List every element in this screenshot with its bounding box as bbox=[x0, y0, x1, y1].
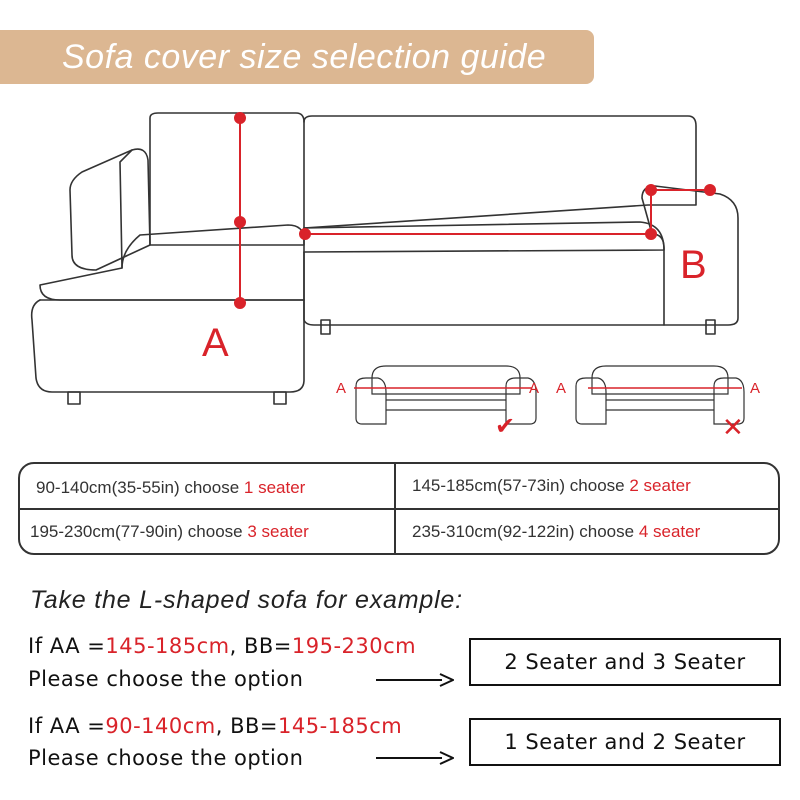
small-sofa-wrong bbox=[576, 366, 744, 424]
chaise-seat bbox=[40, 225, 304, 300]
size-cell-3-seater: 195-230cm(77-90in) choose 3 seater bbox=[30, 522, 309, 541]
measure-point-b-arm-left bbox=[646, 185, 656, 195]
main-leg-right bbox=[706, 320, 715, 334]
arrow-right-icon bbox=[376, 673, 454, 687]
measure-point-b-right bbox=[646, 229, 656, 239]
cross-icon: ✕ bbox=[722, 413, 744, 443]
measure-point-b-arm-right bbox=[705, 185, 715, 195]
measure-point-a-top bbox=[235, 113, 245, 123]
size-table bbox=[18, 462, 780, 555]
size-cell-2-seater: 145-185cm(57-73in) choose 2 seater bbox=[412, 476, 691, 495]
page-title: Sofa cover size selection guide bbox=[62, 38, 547, 76]
arrow-right-icon bbox=[376, 751, 454, 765]
case-2-instruction: Please choose the option bbox=[28, 746, 304, 770]
measure-point-a-mid bbox=[235, 217, 245, 227]
case-2-condition: If AA =90-140cm, BB=145-185cm bbox=[28, 714, 403, 738]
chaise-leg-right bbox=[274, 392, 286, 404]
label-b: B bbox=[680, 243, 707, 287]
chaise-front bbox=[32, 300, 304, 392]
option-box-2: 1 Seater and 2 Seater bbox=[469, 718, 781, 766]
label-a: A bbox=[202, 321, 229, 365]
measure-point-a-bottom bbox=[235, 298, 245, 308]
size-cell-1-seater: 90-140cm(35-55in) choose 1 seater bbox=[36, 478, 306, 497]
chaise-arm bbox=[70, 149, 150, 270]
chaise-leg-left bbox=[68, 392, 80, 404]
main-leg-left bbox=[321, 320, 330, 334]
case-1-condition: If AA =145-185cm, BB=195-230cm bbox=[28, 634, 417, 658]
small-label-a-1: A bbox=[336, 380, 347, 397]
measure-point-b-left bbox=[300, 229, 310, 239]
check-icon: ✔ bbox=[495, 412, 516, 440]
case-1-instruction: Please choose the option bbox=[28, 667, 304, 691]
main-front bbox=[304, 252, 664, 325]
main-seat bbox=[304, 222, 664, 252]
size-cell-4-seater: 235-310cm(92-122in) choose 4 seater bbox=[412, 522, 701, 541]
small-label-a-4: A bbox=[750, 380, 761, 397]
table-divider-horizontal bbox=[20, 508, 778, 510]
small-label-a-2: A bbox=[529, 380, 540, 397]
small-label-a-3: A bbox=[556, 380, 567, 397]
table-divider-vertical bbox=[394, 464, 396, 553]
option-box-1: 2 Seater and 3 Seater bbox=[469, 638, 781, 686]
example-title: Take the L-shaped sofa for example: bbox=[30, 586, 463, 614]
main-backrest bbox=[304, 116, 696, 228]
